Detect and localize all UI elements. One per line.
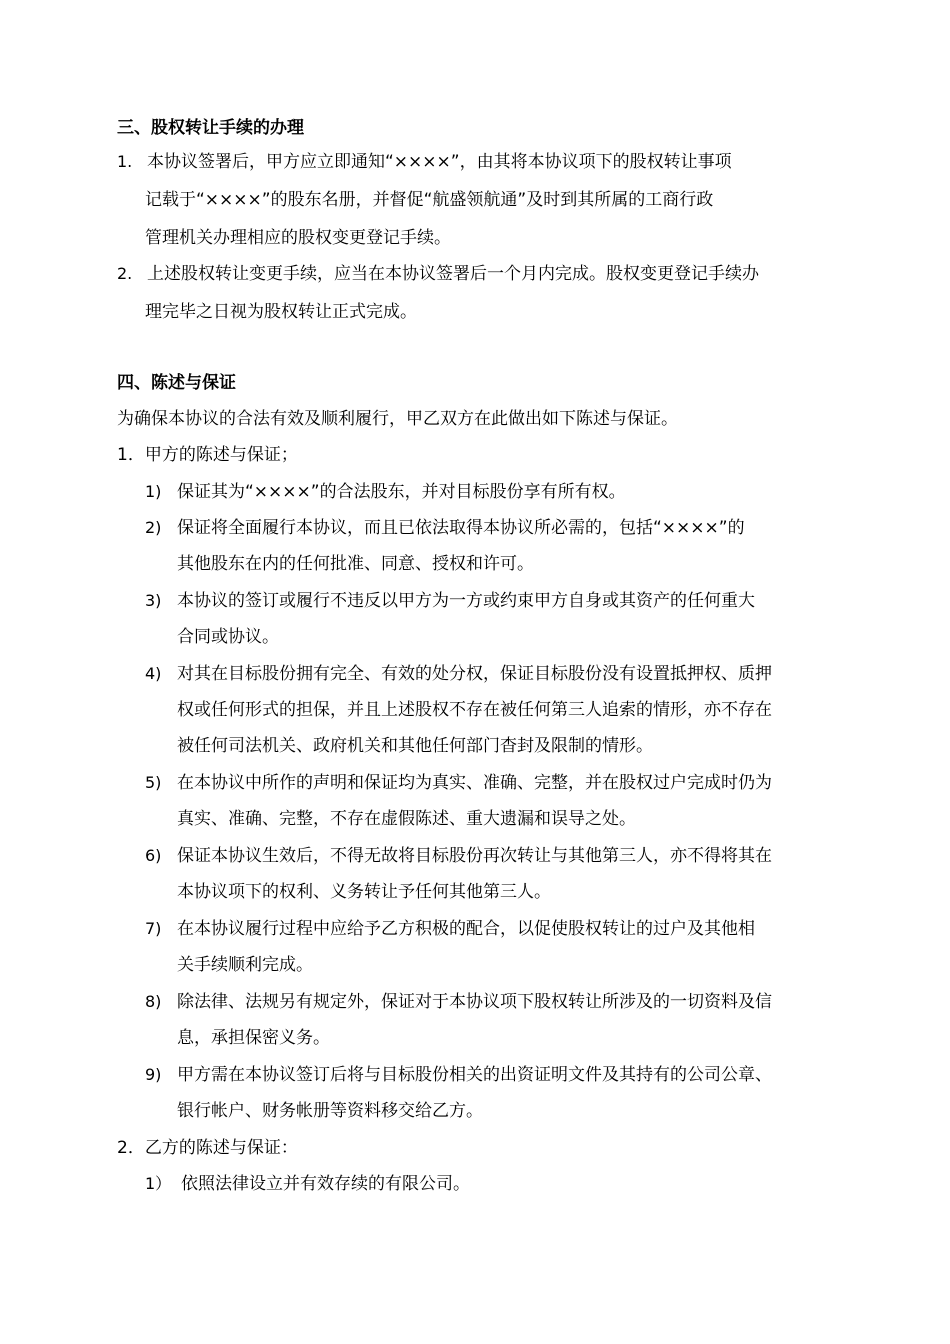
item-number: 2): [145, 518, 162, 537]
paragraph-line: 记载于“××××”的股东名册，并督促“航盛领航通”及时到其所属的工商行政: [145, 190, 714, 210]
item-number: 3): [145, 591, 162, 610]
paragraph-line: 本协议的签订或履行不违反以甲方为一方或约束甲方自身或其资产的任何重大: [177, 591, 755, 611]
subsection-title: 2．乙方的陈述与保证：: [117, 1138, 298, 1158]
item-number: 2.: [117, 264, 133, 283]
paragraph-line: 理完毕之日视为股权转让正式完成。: [145, 302, 417, 322]
paragraph-line: 息，承担保密义务。: [177, 1028, 330, 1048]
section-heading: 四、陈述与保证: [117, 373, 236, 393]
paragraph-line: 对其在目标股份拥有完全、有效的处分权，保证目标股份没有设置抵押权、质押: [177, 664, 772, 684]
paragraph-line: 本协议签署后，甲方应立即通知“××××”，由其将本协议项下的股权转让事项: [147, 152, 732, 172]
item-number: 5): [145, 773, 162, 792]
paragraph-line: 保证本协议生效后，不得无故将目标股份再次转让与其他第三人，亦不得将其在: [177, 846, 772, 866]
item-number: 7): [145, 919, 162, 938]
paragraph-line: 被任何司法机关、政府机关和其他任何部门杳封及限制的情形。: [177, 736, 653, 756]
paragraph-line: 合同或协议。: [177, 627, 279, 647]
item-number: 8): [145, 992, 162, 1011]
paragraph-line: 除法律、法规另有规定外，保证对于本协议项下股权转让所涉及的一切资料及信: [177, 992, 772, 1012]
item-number: 1）: [145, 1174, 172, 1193]
item-number: 9): [145, 1065, 162, 1084]
paragraph-line: 依照法律设立并有效存续的有限公司。: [181, 1174, 470, 1194]
paragraph-line: 保证其为“××××”的合法股东，并对目标股份享有所有权。: [177, 482, 626, 502]
paragraph-line: 甲方需在本协议签订后将与目标股份相关的出资证明文件及其持有的公司公章、: [177, 1065, 772, 1085]
paragraph-line: 权或任何形式的担保，并且上述股权不存在被任何第三人追索的情形，亦不存在: [177, 700, 772, 720]
item-number: 1.: [117, 152, 133, 171]
paragraph-line: 关手续顺利完成。: [177, 955, 313, 975]
paragraph-line: 银行帐户、财务帐册等资料移交给乙方。: [177, 1101, 483, 1121]
subsection-title: 1．甲方的陈述与保证；: [117, 445, 298, 465]
item-number: 6): [145, 846, 162, 865]
item-number: 4): [145, 664, 162, 683]
paragraph-line: 上述股权转让变更手续，应当在本协议签署后一个月内完成。股权变更登记手续办: [147, 264, 759, 284]
section-heading: 三、股权转让手续的办理: [117, 118, 304, 138]
paragraph-line: 其他股东在内的任何批准、同意、授权和许可。: [177, 554, 534, 574]
paragraph-line: 本协议项下的权利、义务转让予任何其他第三人。: [177, 882, 551, 902]
paragraph-line: 为确保本协议的合法有效及顺利履行，甲乙双方在此做出如下陈述与保证。: [117, 409, 678, 429]
paragraph-line: 真实、准确、完整，不存在虚假陈述、重大遗漏和误导之处。: [177, 809, 636, 829]
paragraph-line: 保证将全面履行本协议，而且已依法取得本协议所必需的，包括“××××”的: [177, 518, 745, 538]
paragraph-line: 在本协议履行过程中应给予乙方积极的配合，以促使股权转让的过户及其他相: [177, 919, 755, 939]
item-number: 1): [145, 482, 162, 501]
paragraph-line: 在本协议中所作的声明和保证均为真实、准确、完整，并在股权过户完成时仍为: [177, 773, 772, 793]
paragraph-line: 管理机关办理相应的股权变更登记手续。: [145, 228, 451, 248]
